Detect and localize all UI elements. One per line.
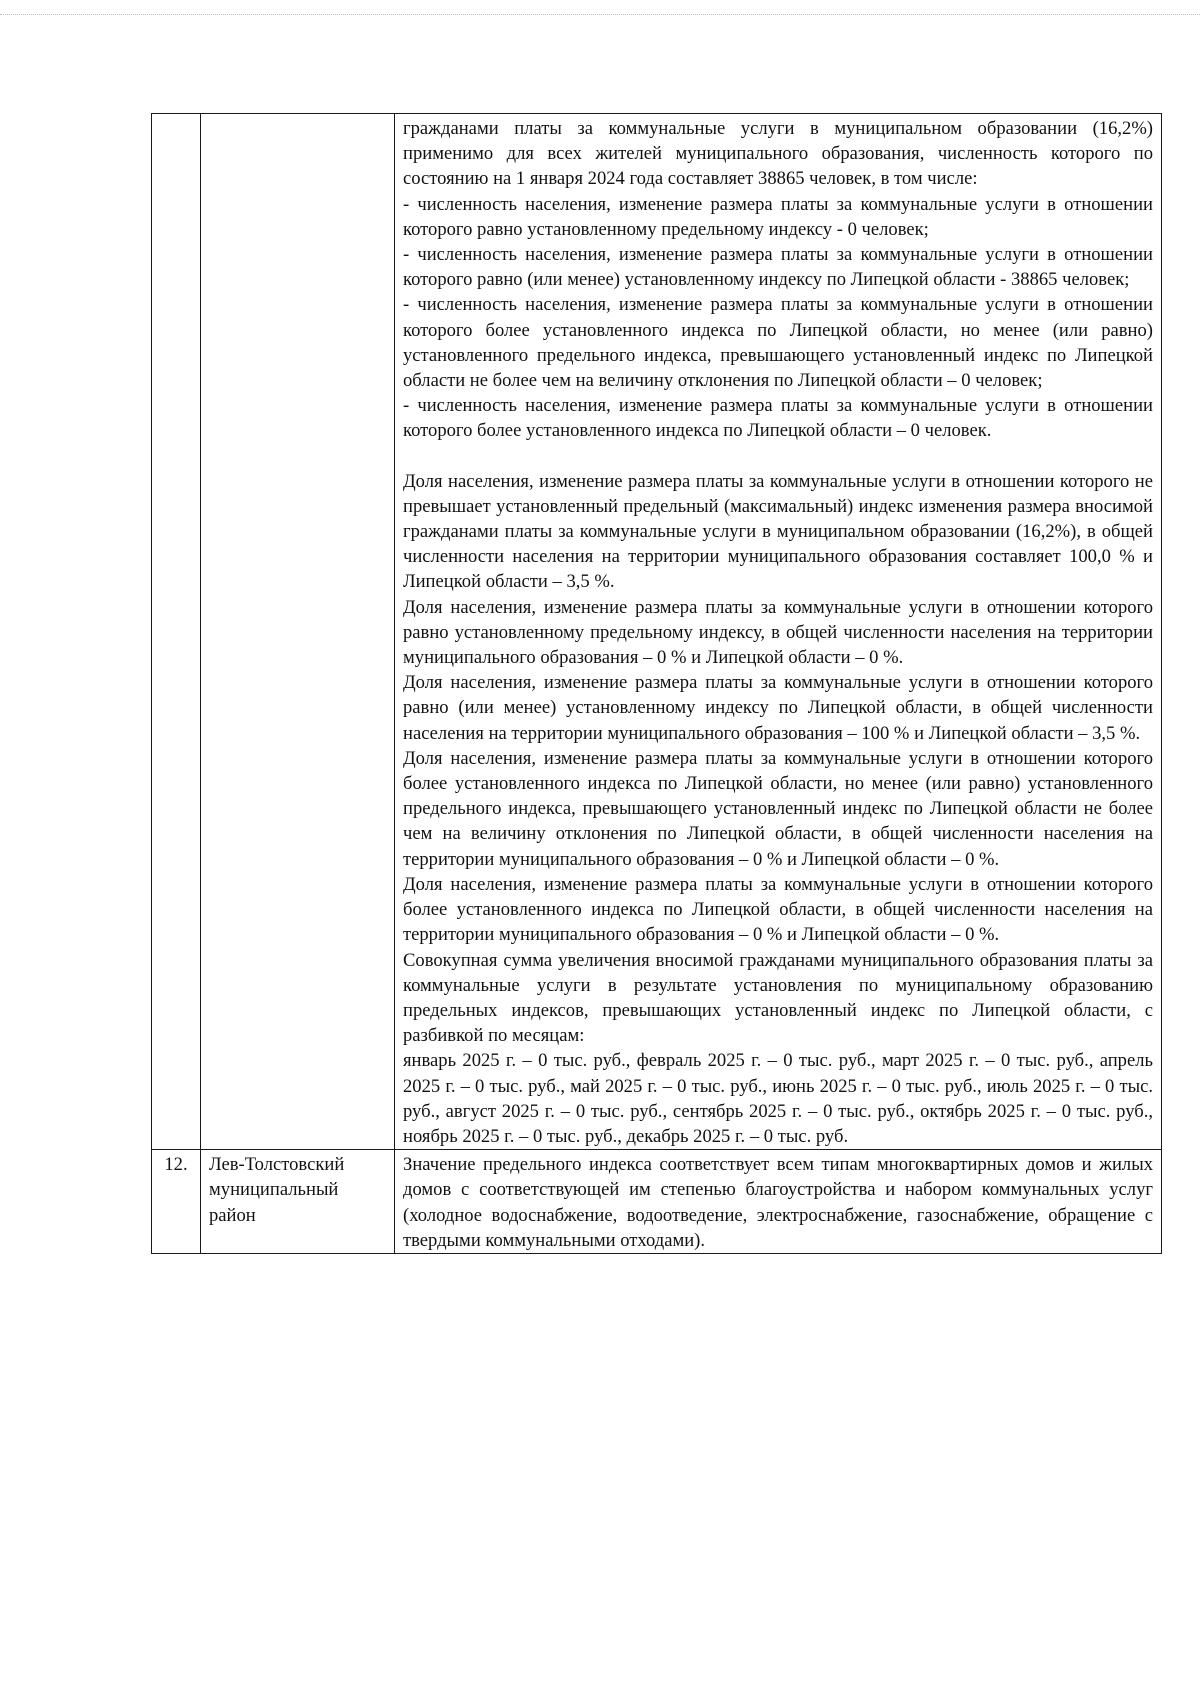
paragraph-share-within-deviation: Доля населения, изменение размера платы за коммунальные услуги в отношении которого более установленного индекса по Липецкой области, но менее (или равно) установленного предельного индекса, превышающего установленный индекс по Липецкой области не более чем на величину отклонения по Липецкой области, в общей численности населения на территории муниципального образования – 0 % и Липецкой области – 0 %. xyxy=(403,747,1153,870)
table-row-12 xyxy=(152,1150,1162,1254)
paragraph-total-increase: Совокупная сумма увеличения вносимой гражданами муниципального образования платы за коммунальные услуги в результате установления по муниципальному образованию предельных индексов, превышающих установленный индекс по Липецкой области, с разбивкой по месяцам: xyxy=(403,949,1153,1047)
paragraph-monthly-breakdown: январь 2025 г. – 0 тыс. руб., февраль 2025 г. – 0 тыс. руб., март 2025 г. – 0 тыс. руб., апрель 2025 г. – 0 тыс. руб., май 2025 г. – 0 тыс. руб., июнь 2025 г. – 0 тыс. руб., июль 2025 г. – 0 тыс. руб., август 2025 г. – 0 тыс. руб., сентябрь 2025 г. – 0 тыс. руб., октябрь 2025 г. – 0 тыс. руб., ноябрь 2025 г. – 0 тыс. руб., декабрь 2025 г. – 0 тыс. руб. xyxy=(403,1050,1153,1147)
row-number-cell xyxy=(152,114,201,1150)
municipality-name-cell: Лев-Толстовский муниципальный район xyxy=(201,1150,395,1254)
paragraph-share-equal-limit: Доля населения, изменение размера платы за коммунальные услуги в отношении которого равно установленному предельному индексу, в общей численности населения на территории муниципального образования – 0 % и Липецкой области – 0 %. xyxy=(403,596,1153,669)
paragraph-population-within-deviation: - численность населения, изменение размера платы за коммунальные услуги в отношении которого более установленного индекса по Липецкой области, но менее (или равно) установленного предельного индекса, превышающего установленный индекс по Липецкой области не более чем на величину отклонения по Липецкой области – 0 человек; xyxy=(403,294,1153,392)
municipal-index-table xyxy=(151,113,1162,1254)
paragraph-population-above-regional: - численность населения, изменение размера платы за коммунальные услуги в отношении которого более установленного индекса по Липецкой области – 0 человек. xyxy=(403,395,1153,442)
table-row-continuation xyxy=(152,114,1162,1150)
paragraph-intro: гражданами платы за коммунальные услуги в муниципальном образовании (16,2%) применимо для всех жителей муниципального образования, численность которого по состоянию на 1 января 2024 года составляет 38865 человек, в том числе: xyxy=(403,118,1153,190)
paragraph-population-equal-limit: - численность населения, изменение размера платы за коммунальные услуги в отношении которого равно установленному предельному индексу - 0 человек; xyxy=(403,193,1153,240)
paragraph-share-above-regional: Доля населения, изменение размера платы за коммунальные услуги в отношении которого более установленного индекса по Липецкой области, в общей численности населения на территории муниципального образования – 0 % и Липецкой области – 0 %. xyxy=(403,873,1153,946)
paragraph-population-equal-regional: - численность населения, изменение размера платы за коммунальные услуги в отношении которого равно (или менее) установленному индексу по Липецкой области - 38865 человек; xyxy=(403,244,1153,291)
paragraph-share-not-exceeding: Доля населения, изменение размера платы за коммунальные услуги в отношении которого не превышает установленный предельный (максимальный) индекс изменения размера вносимой гражданами платы за коммунальные услуги в муниципальном образовании (16,2%), в общей численности населения на территории муниципального образования составляет 100,0 % и Липецкой области – 3,5 %. xyxy=(403,470,1153,593)
scan-edge-line xyxy=(0,14,1200,15)
paragraph-share-equal-regional: Доля населения, изменение размера платы за коммунальные услуги в отношении которого равно (или менее) установленному индексу по Липецкой области, в общей численности населения на территории муниципального образования – 100 % и Липецкой области – 3,5 %. xyxy=(403,672,1153,744)
description-cell xyxy=(395,1150,1162,1254)
paragraph-index-applicability: Значение предельного индекса соответствует всем типам многоквартирных домов и жилых домов с соответствующей им степенью благоустройства и набором коммунальных услуг (холодное водоснабжение, водоотведение, электроснабжение, газоснабжение, обращение с твердыми коммунальными отходами). xyxy=(403,1154,1153,1251)
description-cell xyxy=(395,114,1162,1150)
row-number-cell: 12. xyxy=(152,1150,201,1254)
municipality-name-cell xyxy=(201,114,395,1150)
